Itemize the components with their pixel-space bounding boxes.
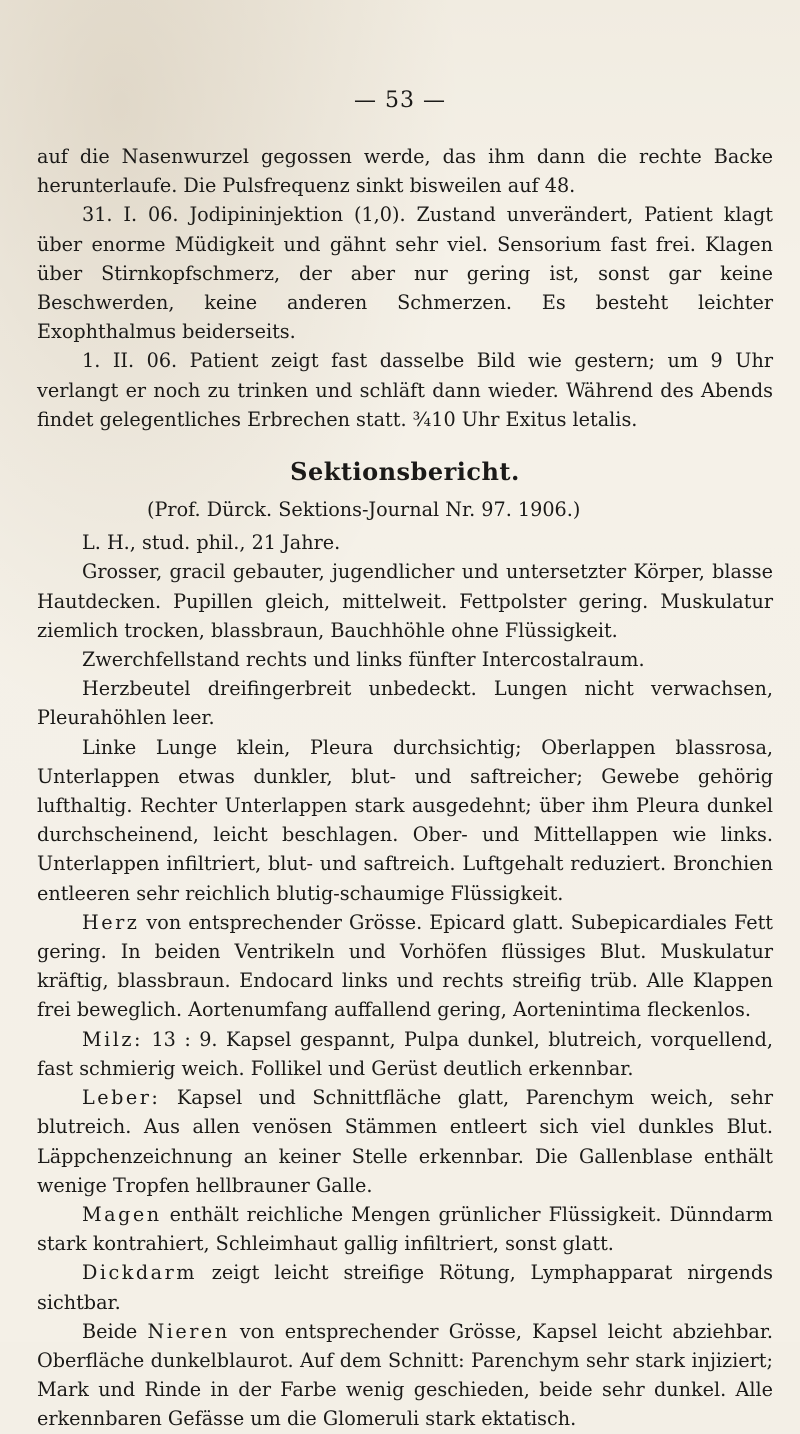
paragraph-stomach (37, 1200, 773, 1258)
patient-line: L. H., stud. phil., 21 Jahre. (82, 531, 341, 555)
section-title: Sektionsbericht. (290, 457, 520, 487)
text-colon: zeigt leicht streifige Rötung, Lymphapparat nirgends sichtbar. (37, 1261, 773, 1314)
page-number: — 53 — (354, 88, 446, 113)
paragraph-body-lungs: Linke Lunge klein, Pleura durchsichtig; Oberlappen blassrosa, Unterlappen etwas dunkler, blut- und saftreicher; Gewebe gehörig lufthaltig. Rechter Unterlappen stark ausgedehnt; über ihm Pleura dunkel durchscheinend, leicht beschlagen. Ober- und Mittellappen wie links. Unterlappen infiltriert, blut- und saftreich. Luftgehalt reduziert. Bronchien entleeren sehr reichlich blutig-schaumige Flüssigkeit. (37, 735, 773, 905)
text-kidneys: von entsprechender Grösse, Kapsel leicht abziehbar. Oberfläche dunkelblaurot. Auf dem Schnitt: Parenchym sehr stark injiziert; Mark und Rinde in der Farbe wenig geschieden, beide sehr dunkel. Alle erkennbaren Gefässe um die Glomeruli stark ektatisch. (37, 1319, 773, 1431)
paragraph-spleen (37, 1025, 773, 1083)
term-spleen: Milz: (82, 1027, 143, 1051)
paragraph-body-diaphragm: Zwerchfellstand rechts und links fünfter Intercostalraum. (82, 648, 645, 672)
paragraph-liver (37, 1083, 773, 1200)
term-colon: Dickdarm (82, 1261, 197, 1285)
paragraph-body-pericardium: Herzbeutel dreifingerbreit unbedeckt. Lungen nicht verwachsen, Pleurahöhlen leer. (37, 677, 773, 730)
paragraph-colon (37, 1258, 773, 1316)
term-kidneys: Nieren (147, 1319, 230, 1343)
paragraph-kidneys (37, 1317, 773, 1434)
term-stomach: Magen (82, 1202, 162, 1226)
section-subtitle: (Prof. Dürck. Sektions-Journal Nr. 97. 1906.) (147, 498, 581, 522)
text-body (37, 142, 773, 1434)
paragraph-entry-31-I: 31. I. 06. Jodipininjektion (1,0). Zustand unverändert, Patient klagt über enorme Müdigkeit und gähnt sehr viel. Sensorium fast frei. Klagen über Stirnkopfschmerz, der aber nur gering ist, sonst gar keine Beschwerden, keine anderen Schmerzen. Es besteht leichter Exophthalmus beiderseits. (37, 203, 773, 344)
text-stomach: enthält reichliche Mengen grünlicher Flüssigkeit. Dünndarm stark kontrahiert, Schleimhaut gallig infiltriert, sonst glatt. (37, 1202, 773, 1256)
paragraph-body-habitus: Grosser, gracil gebauter, jugendlicher und untersetzter Körper, blasse Hautdecken. Pupillen gleich, mittelweit. Fettpolster gering. Muskulatur ziemlich trocken, blassbraun, Bauchhöhle ohne Flüssigkeit. (37, 560, 773, 642)
text-liver: Kapsel und Schnittfläche glatt, Parenchym weich, sehr blutreich. Aus allen venösen Stämmen entleert sich viel dunkles Blut. Läppchenzeichnung an keiner Stelle erkennbar. Die Gallenblase enthält wenige Tropfen hellbrauner Galle. (37, 1086, 773, 1197)
text-spleen: 13 : 9. Kapsel gespannt, Pulpa dunkel, blutreich, vorquellend, fast schmierig weich. Follikel und Gerüst deutlich erkennbar. (37, 1027, 773, 1080)
text-heart: von entsprechender Grösse. Epicard glatt. Subepicardiales Fett gering. In beiden Ventrikeln und Vorhöfen flüssiges Blut. Muskulatur kräftig, blassbraun. Endocard links und rechts streifig trüb. Alle Klappen frei beweglich. Aortenumfang auffallend gering, Aortenintima fleckenlos. (37, 910, 773, 1022)
term-heart: Herz (82, 910, 140, 934)
paragraph-heart (37, 908, 773, 1025)
paragraph-continuation: auf die Nasenwurzel gegossen werde, das ihm dann die rechte Backe herunterlaufe. Die Pulsfrequenz sinkt bisweilen auf 48. (37, 145, 773, 198)
paragraph-entry-1-II: 1. II. 06. Patient zeigt fast dasselbe Bild wie gestern; um 9 Uhr verlangt er noch zu trinken und schläft dann wieder. Während des Abends findet gelegentliches Erbrechen statt. ¾10 Uhr Exitus letalis. (37, 349, 773, 431)
term-liver: Leber: (82, 1086, 161, 1110)
prefix-kidneys: Beide (82, 1319, 148, 1343)
